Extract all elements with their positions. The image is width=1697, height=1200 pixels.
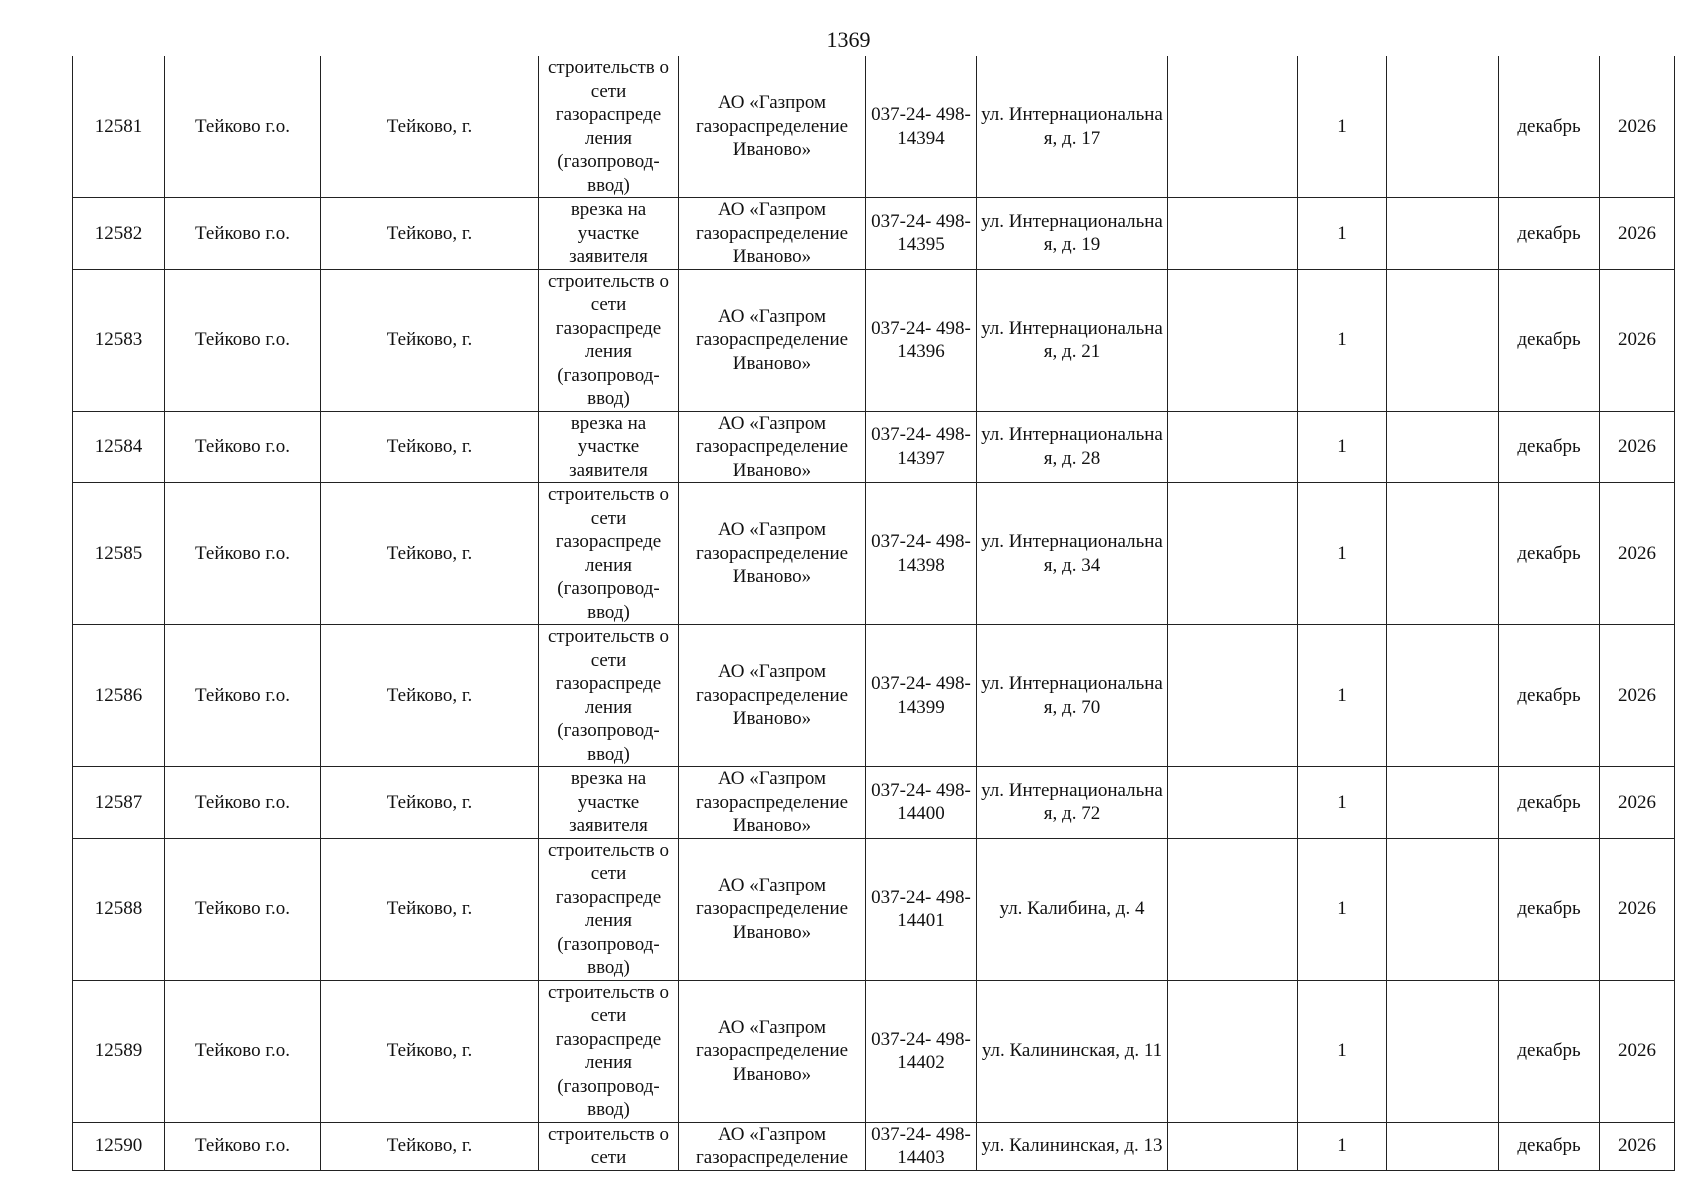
work-type-cell: строительств о сети [539, 1122, 679, 1170]
quantity-cell: 1 [1298, 483, 1387, 625]
address-cell: ул. Интернациональна я, д. 34 [977, 483, 1168, 625]
empty-cell [1168, 838, 1298, 980]
quantity-cell: 1 [1298, 198, 1387, 270]
month-cell: декабрь [1499, 56, 1600, 198]
quantity-cell: 1 [1298, 411, 1387, 483]
year-cell: 2026 [1600, 269, 1675, 411]
work-type-cell: строительств о сети газораспреде ления (газопровод- ввод) [539, 56, 679, 198]
work-type-cell: строительств о сети газораспреде ления (газопровод- ввод) [539, 980, 679, 1122]
row-number: 12587 [73, 767, 165, 839]
year-cell: 2026 [1600, 767, 1675, 839]
month-cell: декабрь [1499, 483, 1600, 625]
quantity-cell: 1 [1298, 625, 1387, 767]
row-number: 12586 [73, 625, 165, 767]
table-row [73, 838, 1675, 980]
work-type-cell: врезка на участке заявителя [539, 411, 679, 483]
district-cell: Тейково г.о. [165, 980, 321, 1122]
year-cell: 2026 [1600, 980, 1675, 1122]
page-number: 1369 [826, 27, 871, 52]
row-number: 12589 [73, 980, 165, 1122]
organization-cell: АО «Газпром газораспределение Иваново» [679, 625, 866, 767]
empty-cell [1387, 1122, 1499, 1170]
table-row [73, 411, 1675, 483]
year-cell: 2026 [1600, 1122, 1675, 1170]
empty-cell [1387, 198, 1499, 270]
empty-cell [1387, 411, 1499, 483]
settlement-cell: Тейково, г. [321, 269, 539, 411]
month-cell: декабрь [1499, 838, 1600, 980]
month-cell: декабрь [1499, 767, 1600, 839]
empty-cell [1168, 483, 1298, 625]
quantity-cell: 1 [1298, 56, 1387, 198]
settlement-cell: Тейково, г. [321, 1122, 539, 1170]
empty-cell [1387, 269, 1499, 411]
code-cell: 037-24- 498-14400 [866, 767, 977, 839]
year-cell: 2026 [1600, 483, 1675, 625]
organization-cell: АО «Газпром газораспределение Иваново» [679, 767, 866, 839]
quantity-cell: 1 [1298, 980, 1387, 1122]
month-cell: декабрь [1499, 980, 1600, 1122]
organization-cell: АО «Газпром газораспределение [679, 1122, 866, 1170]
empty-cell [1168, 625, 1298, 767]
quantity-cell: 1 [1298, 767, 1387, 839]
empty-cell [1168, 198, 1298, 270]
empty-cell [1387, 483, 1499, 625]
settlement-cell: Тейково, г. [321, 767, 539, 839]
code-cell: 037-24- 498-14397 [866, 411, 977, 483]
organization-cell: АО «Газпром газораспределение Иваново» [679, 980, 866, 1122]
settlement-cell: Тейково, г. [321, 838, 539, 980]
month-cell: декабрь [1499, 198, 1600, 270]
table-row [73, 980, 1675, 1122]
table-row [73, 198, 1675, 270]
address-cell: ул. Интернациональна я, д. 70 [977, 625, 1168, 767]
settlement-cell: Тейково, г. [321, 625, 539, 767]
work-type-cell: строительств о сети газораспреде ления (газопровод- ввод) [539, 838, 679, 980]
code-cell: 037-24- 498-14403 [866, 1122, 977, 1170]
address-cell: ул. Калининская, д. 13 [977, 1122, 1168, 1170]
organization-cell: АО «Газпром газораспределение Иваново» [679, 56, 866, 198]
work-type-cell: строительств о сети газораспреде ления (газопровод- ввод) [539, 625, 679, 767]
code-cell: 037-24- 498-14399 [866, 625, 977, 767]
quantity-cell: 1 [1298, 1122, 1387, 1170]
year-cell: 2026 [1600, 838, 1675, 980]
district-cell: Тейково г.о. [165, 269, 321, 411]
district-cell: Тейково г.о. [165, 625, 321, 767]
settlement-cell: Тейково, г. [321, 56, 539, 198]
work-type-cell: строительств о сети газораспреде ления (газопровод- ввод) [539, 269, 679, 411]
row-number: 12590 [73, 1122, 165, 1170]
organization-cell: АО «Газпром газораспределение Иваново» [679, 198, 866, 270]
table-row [73, 269, 1675, 411]
empty-cell [1387, 980, 1499, 1122]
table-row [73, 767, 1675, 839]
year-cell: 2026 [1600, 411, 1675, 483]
empty-cell [1168, 269, 1298, 411]
month-cell: декабрь [1499, 411, 1600, 483]
row-number: 12584 [73, 411, 165, 483]
work-type-cell: врезка на участке заявителя [539, 767, 679, 839]
year-cell: 2026 [1600, 56, 1675, 198]
empty-cell [1168, 411, 1298, 483]
row-number: 12588 [73, 838, 165, 980]
code-cell: 037-24- 498-14398 [866, 483, 977, 625]
address-cell: ул. Интернациональна я, д. 72 [977, 767, 1168, 839]
year-cell: 2026 [1600, 625, 1675, 767]
district-cell: Тейково г.о. [165, 1122, 321, 1170]
district-cell: Тейково г.о. [165, 767, 321, 839]
address-cell: ул. Интернациональна я, д. 19 [977, 198, 1168, 270]
settlement-cell: Тейково, г. [321, 980, 539, 1122]
month-cell: декабрь [1499, 625, 1600, 767]
year-cell: 2026 [1600, 198, 1675, 270]
district-cell: Тейково г.о. [165, 411, 321, 483]
code-cell: 037-24- 498-14396 [866, 269, 977, 411]
empty-cell [1387, 56, 1499, 198]
empty-cell [1168, 767, 1298, 839]
organization-cell: АО «Газпром газораспределение Иваново» [679, 838, 866, 980]
table-row [73, 625, 1675, 767]
code-cell: 037-24- 498-14402 [866, 980, 977, 1122]
organization-cell: АО «Газпром газораспределение Иваново» [679, 411, 866, 483]
row-number: 12582 [73, 198, 165, 270]
district-cell: Тейково г.о. [165, 198, 321, 270]
settlement-cell: Тейково, г. [321, 483, 539, 625]
month-cell: декабрь [1499, 1122, 1600, 1170]
row-number: 12581 [73, 56, 165, 198]
code-cell: 037-24- 498-14394 [866, 56, 977, 198]
schedule-table [72, 56, 1675, 1171]
work-type-cell: строительств о сети газораспреде ления (газопровод- ввод) [539, 483, 679, 625]
empty-cell [1168, 980, 1298, 1122]
settlement-cell: Тейково, г. [321, 411, 539, 483]
table-row [73, 56, 1675, 198]
row-number: 12583 [73, 269, 165, 411]
quantity-cell: 1 [1298, 269, 1387, 411]
empty-cell [1168, 1122, 1298, 1170]
organization-cell: АО «Газпром газораспределение Иваново» [679, 483, 866, 625]
work-type-cell: врезка на участке заявителя [539, 198, 679, 270]
district-cell: Тейково г.о. [165, 483, 321, 625]
address-cell: ул. Калибина, д. 4 [977, 838, 1168, 980]
month-cell: декабрь [1499, 269, 1600, 411]
address-cell: ул. Калининская, д. 11 [977, 980, 1168, 1122]
code-cell: 037-24- 498-14395 [866, 198, 977, 270]
settlement-cell: Тейково, г. [321, 198, 539, 270]
district-cell: Тейково г.о. [165, 56, 321, 198]
table-row [73, 1122, 1675, 1170]
row-number: 12585 [73, 483, 165, 625]
empty-cell [1168, 56, 1298, 198]
table-row [73, 483, 1675, 625]
empty-cell [1387, 767, 1499, 839]
address-cell: ул. Интернациональна я, д. 17 [977, 56, 1168, 198]
address-cell: ул. Интернациональна я, д. 28 [977, 411, 1168, 483]
address-cell: ул. Интернациональна я, д. 21 [977, 269, 1168, 411]
district-cell: Тейково г.о. [165, 838, 321, 980]
empty-cell [1387, 625, 1499, 767]
organization-cell: АО «Газпром газораспределение Иваново» [679, 269, 866, 411]
quantity-cell: 1 [1298, 838, 1387, 980]
empty-cell [1387, 838, 1499, 980]
code-cell: 037-24- 498-14401 [866, 838, 977, 980]
